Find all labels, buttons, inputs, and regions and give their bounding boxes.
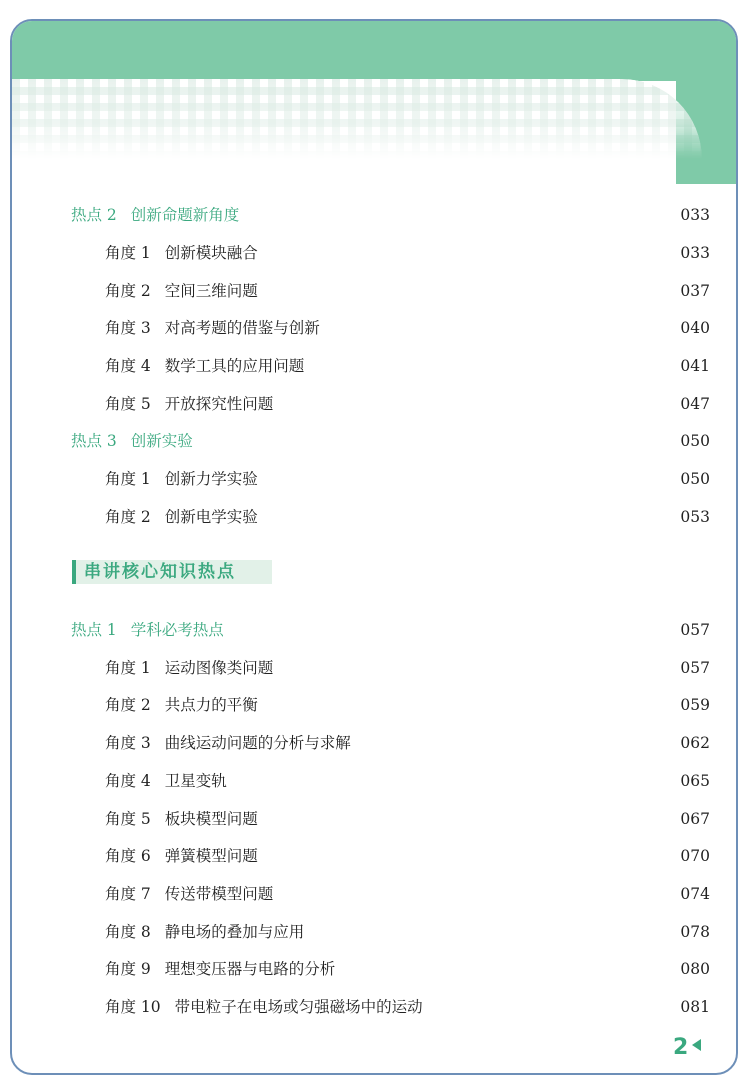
entry-label <box>105 505 258 529</box>
entry-number: 角度 1 <box>105 470 151 488</box>
entry-number: 角度 3 <box>105 319 151 337</box>
entry-title: 创新力学实验 <box>164 470 258 488</box>
entry-number: 角度 10 <box>105 998 161 1016</box>
entry-number: 角度 8 <box>105 923 151 941</box>
entry-number: 角度 5 <box>105 810 151 828</box>
entry-page-number: 081 <box>680 998 710 1016</box>
toc-angle-entry[interactable] <box>0 656 750 680</box>
entry-page-number: 074 <box>680 885 710 903</box>
entry-number: 角度 2 <box>105 696 151 714</box>
section-heading <box>72 560 272 584</box>
entry-page-number: 070 <box>680 847 710 865</box>
entry-page-number: 050 <box>680 470 710 488</box>
entry-number: 角度 7 <box>105 885 151 903</box>
page-number: 2 <box>673 1035 689 1060</box>
page-arrow-icon <box>692 1039 701 1051</box>
entry-title: 学科必考热点 <box>130 621 224 639</box>
entry-label <box>105 731 351 755</box>
entry-page-number: 062 <box>680 734 710 752</box>
entry-label <box>105 316 320 340</box>
entry-number: 角度 5 <box>105 395 151 413</box>
entry-title: 板块模型问题 <box>164 810 258 828</box>
toc-angle-entry[interactable] <box>0 354 750 378</box>
entry-title: 创新命题新角度 <box>130 206 240 224</box>
entry-label <box>105 693 258 717</box>
entry-title: 创新模块融合 <box>164 244 258 262</box>
entry-title: 共点力的平衡 <box>164 696 258 714</box>
entry-label <box>105 279 258 303</box>
entry-label <box>105 392 273 416</box>
entry-title: 创新实验 <box>130 432 193 450</box>
section-title: 串讲核心知识热点 <box>84 562 236 582</box>
entry-number: 角度 4 <box>105 357 151 375</box>
entry-page-number: 053 <box>680 508 710 526</box>
entry-page-number: 057 <box>680 659 710 677</box>
entry-page-number: 080 <box>680 960 710 978</box>
toc-hot-entry[interactable] <box>0 618 750 642</box>
entry-label <box>105 769 227 793</box>
toc-angle-entry[interactable] <box>0 995 750 1019</box>
entry-number: 热点 1 <box>71 621 117 639</box>
entry-label <box>105 241 258 265</box>
entry-page-number: 040 <box>680 319 710 337</box>
entry-title: 带电粒子在电场或匀强磁场中的运动 <box>174 998 423 1016</box>
toc-angle-entry[interactable] <box>0 316 750 340</box>
toc-angle-entry[interactable] <box>0 467 750 491</box>
entry-number: 角度 3 <box>105 734 151 752</box>
entry-title: 传送带模型问题 <box>164 885 274 903</box>
toc-hot-entry[interactable] <box>0 429 750 453</box>
entry-number: 角度 9 <box>105 960 151 978</box>
entry-label <box>105 920 304 944</box>
entry-label <box>105 467 258 491</box>
toc-angle-entry[interactable] <box>0 392 750 416</box>
header-band <box>12 21 736 81</box>
entry-title: 曲线运动问题的分析与求解 <box>164 734 351 752</box>
entry-title: 空间三维问题 <box>164 282 258 300</box>
entry-label <box>105 656 273 680</box>
entry-page-number: 065 <box>680 772 710 790</box>
entry-title: 静电场的叠加与应用 <box>164 923 305 941</box>
entry-label <box>105 995 423 1019</box>
entry-title: 卫星变轨 <box>164 772 227 790</box>
toc-angle-entry[interactable] <box>0 505 750 529</box>
entry-number: 角度 2 <box>105 282 151 300</box>
entry-title: 运动图像类问题 <box>164 659 274 677</box>
entry-number: 热点 2 <box>71 206 117 224</box>
entry-label <box>105 882 273 906</box>
entry-number: 角度 1 <box>105 244 151 262</box>
toc-angle-entry[interactable] <box>0 920 750 944</box>
entry-title: 弹簧模型问题 <box>164 847 258 865</box>
entry-page-number: 059 <box>680 696 710 714</box>
entry-label <box>71 618 224 642</box>
entry-page-number: 050 <box>680 432 710 450</box>
entry-page-number: 033 <box>680 206 710 224</box>
toc-angle-entry[interactable] <box>0 844 750 868</box>
entry-label <box>105 807 258 831</box>
entry-number: 角度 1 <box>105 659 151 677</box>
entry-page-number: 037 <box>680 282 710 300</box>
toc-angle-entry[interactable] <box>0 731 750 755</box>
toc-angle-entry[interactable] <box>0 882 750 906</box>
entry-title: 创新电学实验 <box>164 508 258 526</box>
entry-title: 对高考题的借鉴与创新 <box>164 319 320 337</box>
toc-angle-entry[interactable] <box>0 957 750 981</box>
toc-hot-entry[interactable] <box>0 203 750 227</box>
entry-label <box>105 844 258 868</box>
entry-number: 角度 2 <box>105 508 151 526</box>
entry-number: 角度 6 <box>105 847 151 865</box>
toc-angle-entry[interactable] <box>0 807 750 831</box>
entry-label <box>105 957 335 981</box>
entry-title: 开放探究性问题 <box>164 395 274 413</box>
toc-angle-entry[interactable] <box>0 769 750 793</box>
entry-label <box>105 354 304 378</box>
entry-title: 数学工具的应用问题 <box>164 357 305 375</box>
entry-label <box>71 203 239 227</box>
header-side-tab <box>676 21 736 184</box>
toc-angle-entry[interactable] <box>0 693 750 717</box>
entry-page-number: 047 <box>680 395 710 413</box>
entry-number: 热点 3 <box>71 432 117 450</box>
entry-page-number: 033 <box>680 244 710 262</box>
entry-title: 理想变压器与电路的分析 <box>164 960 336 978</box>
entry-page-number: 078 <box>680 923 710 941</box>
toc-angle-entry[interactable] <box>0 241 750 265</box>
header-checker-pattern <box>12 79 702 159</box>
entry-page-number: 057 <box>680 621 710 639</box>
toc-angle-entry[interactable] <box>0 279 750 303</box>
entry-page-number: 067 <box>680 810 710 828</box>
page-frame <box>10 19 738 1075</box>
entry-page-number: 041 <box>680 357 710 375</box>
entry-number: 角度 4 <box>105 772 151 790</box>
entry-label <box>71 429 193 453</box>
